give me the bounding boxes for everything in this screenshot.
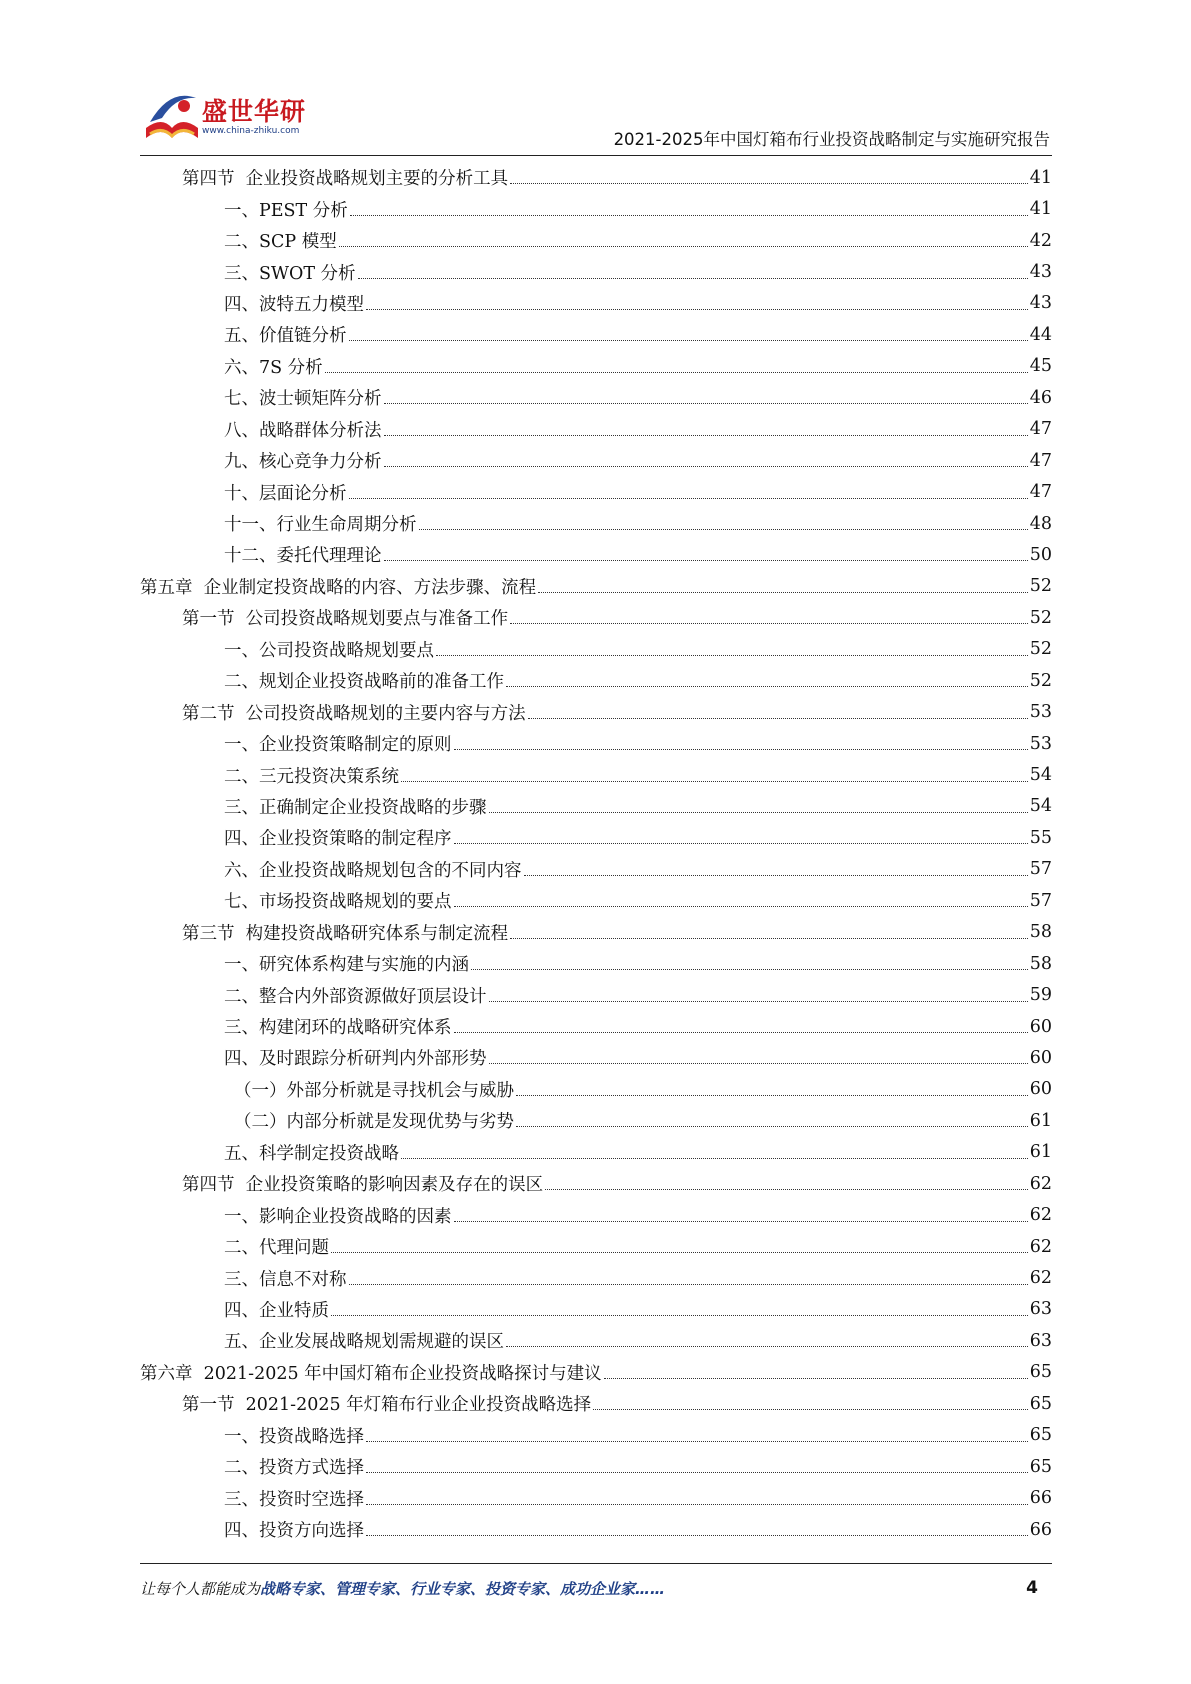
toc-entry[interactable] (140, 382, 1052, 413)
toc-dot-leader (510, 183, 1028, 184)
toc-entry-label: 二、三元投资决策系统 (224, 763, 399, 788)
toc-dot-leader (384, 560, 1028, 561)
toc-dot-leader (516, 1126, 1028, 1127)
toc-entry-page: 60 (1029, 1016, 1052, 1037)
toc-entry-label: 七、市场投资战略规划的要点 (224, 888, 452, 913)
toc-entry[interactable] (140, 917, 1052, 948)
toc-entry-page: 43 (1029, 293, 1052, 314)
toc-entry-label: 二、SCP 模型 (224, 228, 337, 253)
toc-entry[interactable] (140, 665, 1052, 696)
toc-entry[interactable] (140, 634, 1052, 665)
toc-entry-label: 五、企业发展战略规划需规避的误区 (224, 1328, 504, 1353)
toc-dot-leader (436, 655, 1028, 656)
toc-dot-leader (401, 1158, 1028, 1159)
toc-entry-label: 第一节 2021-2025 年灯箱布行业企业投资战略选择 (182, 1391, 591, 1416)
toc-entry-label: 六、7S 分析 (224, 354, 323, 379)
toc-entry-page: 66 (1029, 1488, 1052, 1509)
toc-entry[interactable] (140, 162, 1052, 193)
toc-entry-label: 一、公司投资战略规划要点 (224, 637, 434, 662)
toc-entry-label: 一、企业投资策略制定的原则 (224, 731, 452, 756)
toc-entry-label: 二、投资方式选择 (224, 1454, 364, 1479)
toc-entry[interactable] (140, 791, 1052, 822)
toc-entry-page: 43 (1029, 262, 1052, 283)
toc-entry[interactable] (140, 854, 1052, 885)
toc-entry[interactable] (140, 1231, 1052, 1262)
toc-dot-leader (349, 498, 1028, 499)
toc-entry-page: 48 (1029, 513, 1052, 534)
toc-entry-label: 三、构建闭环的战略研究体系 (224, 1014, 452, 1039)
toc-entry[interactable] (140, 1451, 1052, 1482)
toc-entry-label: 二、整合内外部资源做好顶层设计 (224, 983, 487, 1008)
toc-entry-label: 四、投资方向选择 (224, 1517, 364, 1542)
toc-dot-leader (358, 278, 1028, 279)
toc-entry-label: 十二、委托代理理论 (224, 542, 382, 567)
toc-entry-label: 十、层面论分析 (224, 480, 347, 505)
toc-entry-label: 四、企业特质 (224, 1297, 329, 1322)
toc-entry-label: 一、影响企业投资战略的因素 (224, 1203, 452, 1228)
toc-entry[interactable] (140, 508, 1052, 539)
toc-entry-page: 53 (1029, 733, 1052, 754)
toc-entry-page: 60 (1029, 1079, 1052, 1100)
toc-dot-leader (384, 466, 1028, 467)
toc-entry-page: 60 (1029, 1047, 1052, 1068)
toc-entry-label: （二）内部分析就是发现优势与劣势 (234, 1108, 514, 1133)
toc-dot-leader (510, 938, 1028, 939)
toc-entry-page: 61 (1029, 1110, 1052, 1131)
toc-entry-label: （一）外部分析就是寻找机会与威胁 (234, 1077, 514, 1102)
toc-entry-page: 58 (1029, 953, 1052, 974)
page-footer (140, 1578, 1052, 1602)
toc-dot-leader (349, 1284, 1028, 1285)
toc-entry[interactable] (140, 571, 1052, 602)
toc-dot-leader (419, 529, 1028, 530)
toc-entry[interactable] (140, 414, 1052, 445)
toc-entry[interactable] (140, 193, 1052, 224)
toc-entry-label: 第四节 企业投资战略规划主要的分析工具 (182, 165, 508, 190)
toc-entry[interactable] (140, 885, 1052, 916)
toc-dot-leader (593, 1409, 1028, 1410)
toc-entry[interactable] (140, 288, 1052, 319)
toc-entry-page: 61 (1029, 1142, 1052, 1163)
toc-entry[interactable] (140, 1137, 1052, 1168)
toc-entry-page: 57 (1029, 890, 1052, 911)
toc-dot-leader (331, 1315, 1028, 1316)
toc-entry-page: 41 (1029, 199, 1052, 220)
toc-entry[interactable] (140, 696, 1052, 727)
toc-dot-leader (331, 1252, 1028, 1253)
toc-entry[interactable] (140, 1294, 1052, 1325)
toc-dot-leader (350, 215, 1028, 216)
report-title: 2021-2025年中国灯箱布行业投资战略制定与实施研究报告 (613, 130, 1050, 149)
toc-dot-leader (489, 812, 1028, 813)
toc-entry-page: 54 (1029, 796, 1052, 817)
toc-entry-page: 54 (1029, 765, 1052, 786)
toc-entry[interactable] (140, 728, 1052, 759)
toc-entry-label: 六、企业投资战略规划包含的不同内容 (224, 857, 522, 882)
toc-entry[interactable] (140, 1042, 1052, 1073)
toc-dot-leader (454, 749, 1028, 750)
toc-entry-label: 一、PEST 分析 (224, 197, 348, 222)
toc-entry-page: 62 (1029, 1236, 1052, 1257)
toc-dot-leader (384, 435, 1028, 436)
toc-dot-leader (366, 1535, 1028, 1536)
toc-entry[interactable] (140, 948, 1052, 979)
toc-entry-page: 46 (1029, 387, 1052, 408)
toc-entry-label: 二、代理问题 (224, 1234, 329, 1259)
toc-entry-page: 50 (1029, 544, 1052, 565)
toc-entry-page: 65 (1029, 1393, 1052, 1414)
page-header (140, 78, 1052, 158)
toc-dot-leader (401, 781, 1028, 782)
toc-entry-page: 62 (1029, 1268, 1052, 1289)
toc-dot-leader (524, 875, 1028, 876)
header-divider (140, 155, 1052, 156)
toc-entry-label: 八、战略群体分析法 (224, 417, 382, 442)
toc-entry[interactable] (140, 1420, 1052, 1451)
toc-entry-label: 一、研究体系构建与实施的内涵 (224, 951, 469, 976)
toc-entry-page: 47 (1029, 450, 1052, 471)
toc-entry[interactable] (140, 445, 1052, 476)
footer-slogan-lead: 让每个人都能成为 (140, 1580, 261, 1598)
toc-entry[interactable] (140, 539, 1052, 570)
toc-entry-page: 52 (1029, 639, 1052, 660)
toc-dot-leader (604, 1378, 1028, 1379)
toc-entry-label: 五、科学制定投资战略 (224, 1140, 399, 1165)
toc-entry[interactable] (140, 319, 1052, 350)
logo-text: 盛世华研 (202, 97, 307, 126)
toc-entry-page: 47 (1029, 419, 1052, 440)
toc-entry-label: 三、SWOT 分析 (224, 260, 356, 285)
toc-dot-leader (471, 969, 1028, 970)
toc-entry-page: 52 (1029, 670, 1052, 691)
footer-slogan-emphasis: 战略专家、管理专家、行业专家、投资专家、成功企业家…… (260, 1580, 666, 1598)
toc-dot-leader (349, 340, 1028, 341)
toc-entry-page: 66 (1029, 1519, 1052, 1540)
toc-entry-label: 三、信息不对称 (224, 1266, 347, 1291)
toc-entry[interactable] (140, 602, 1052, 633)
toc-entry[interactable] (140, 1168, 1052, 1199)
toc-dot-leader (454, 906, 1028, 907)
toc-entry-page: 63 (1029, 1330, 1052, 1351)
toc-entry[interactable] (140, 822, 1052, 853)
toc-dot-leader (489, 1001, 1028, 1002)
toc-entry-page: 52 (1029, 576, 1052, 597)
toc-entry-page: 45 (1029, 356, 1052, 377)
toc-entry-label: 七、波士顿矩阵分析 (224, 385, 382, 410)
toc-entry-page: 63 (1029, 1299, 1052, 1320)
toc-dot-leader (384, 403, 1028, 404)
toc-entry[interactable] (140, 225, 1052, 256)
table-of-contents (140, 162, 1052, 1545)
toc-entry[interactable] (140, 476, 1052, 507)
toc-entry[interactable] (140, 1074, 1052, 1105)
toc-entry-page: 42 (1029, 230, 1052, 251)
toc-entry[interactable] (140, 256, 1052, 287)
toc-entry[interactable] (140, 1105, 1052, 1136)
toc-entry-page: 65 (1029, 1425, 1052, 1446)
toc-entry-label: 三、正确制定企业投资战略的步骤 (224, 794, 487, 819)
toc-dot-leader (545, 1189, 1028, 1190)
toc-entry-label: 第一节 公司投资战略规划要点与准备工作 (182, 605, 508, 630)
toc-entry-page: 65 (1029, 1362, 1052, 1383)
toc-entry-page: 41 (1029, 167, 1052, 188)
toc-entry-page: 59 (1029, 985, 1052, 1006)
toc-entry[interactable] (140, 1482, 1052, 1513)
toc-entry-page: 65 (1029, 1456, 1052, 1477)
toc-entry-page: 62 (1029, 1173, 1052, 1194)
company-logo (140, 84, 310, 150)
toc-entry[interactable] (140, 351, 1052, 382)
toc-entry-label: 一、投资战略选择 (224, 1423, 364, 1448)
toc-entry-label: 第五章 企业制定投资战略的内容、方法步骤、流程 (140, 574, 536, 599)
logo-emblem-icon (140, 84, 204, 146)
toc-dot-leader (366, 1472, 1028, 1473)
footer-divider (140, 1563, 1052, 1564)
toc-dot-leader (366, 1441, 1028, 1442)
toc-entry-label: 九、核心竞争力分析 (224, 448, 382, 473)
toc-dot-leader (366, 1504, 1028, 1505)
toc-dot-leader (454, 1221, 1028, 1222)
page-number: 4 (1026, 1578, 1038, 1598)
toc-entry[interactable] (140, 979, 1052, 1010)
toc-entry-label: 四、及时跟踪分析研判内外部形势 (224, 1045, 487, 1070)
toc-dot-leader (510, 623, 1028, 624)
toc-entry-page: 44 (1029, 324, 1052, 345)
toc-dot-leader (538, 592, 1028, 593)
toc-entry-label: 第二节 公司投资战略规划的主要内容与方法 (182, 700, 526, 725)
toc-entry-page: 55 (1029, 827, 1052, 848)
toc-entry-label: 十一、行业生命周期分析 (224, 511, 417, 536)
toc-entry-page: 57 (1029, 859, 1052, 880)
toc-dot-leader (489, 1063, 1028, 1064)
toc-dot-leader (506, 1346, 1028, 1347)
toc-dot-leader (366, 309, 1028, 310)
toc-entry-label: 第六章 2021-2025 年中国灯箱布企业投资战略探讨与建议 (140, 1360, 602, 1385)
toc-entry[interactable] (140, 1357, 1052, 1388)
toc-entry-label: 三、投资时空选择 (224, 1486, 364, 1511)
toc-entry[interactable] (140, 759, 1052, 790)
toc-entry[interactable] (140, 1262, 1052, 1293)
toc-entry-label: 二、规划企业投资战略前的准备工作 (224, 668, 504, 693)
toc-entry-label: 五、价值链分析 (224, 322, 347, 347)
toc-dot-leader (454, 843, 1028, 844)
toc-entry-label: 四、企业投资策略的制定程序 (224, 825, 452, 850)
toc-dot-leader (516, 1095, 1028, 1096)
toc-entry-page: 62 (1029, 1205, 1052, 1226)
toc-entry[interactable] (140, 1388, 1052, 1419)
toc-dot-leader (528, 718, 1028, 719)
toc-entry-page: 53 (1029, 702, 1052, 723)
toc-dot-leader (454, 1032, 1028, 1033)
toc-entry[interactable] (140, 1514, 1052, 1545)
toc-entry[interactable] (140, 1325, 1052, 1356)
toc-dot-leader (339, 246, 1028, 247)
toc-entry-page: 47 (1029, 482, 1052, 503)
toc-dot-leader (325, 372, 1028, 373)
toc-entry[interactable] (140, 1011, 1052, 1042)
toc-entry-page: 58 (1029, 922, 1052, 943)
toc-entry-page: 52 (1029, 607, 1052, 628)
toc-dot-leader (506, 686, 1028, 687)
logo-url: www.china-zhiku.com (202, 126, 300, 136)
toc-entry[interactable] (140, 1199, 1052, 1230)
toc-entry-label: 第三节 构建投资战略研究体系与制定流程 (182, 920, 508, 945)
toc-entry-label: 第四节 企业投资策略的影响因素及存在的误区 (182, 1171, 543, 1196)
toc-entry-label: 四、波特五力模型 (224, 291, 364, 316)
